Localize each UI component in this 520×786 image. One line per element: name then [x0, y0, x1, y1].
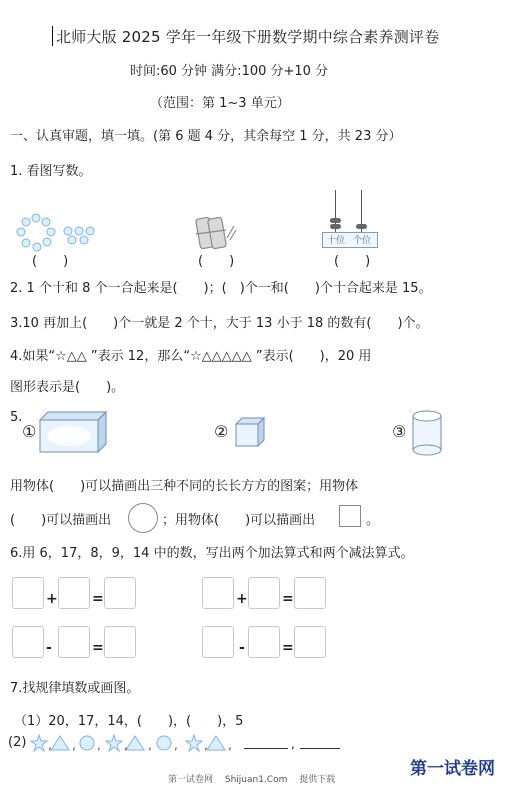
question-5-line-1: 用物体( )可以描画出三种不同的长长方方的图案；用物体	[10, 479, 359, 494]
abacus-tens-label: 十位	[327, 236, 346, 246]
answer-box[interactable]	[294, 626, 326, 658]
q1-blank-3[interactable]: ( )	[334, 254, 371, 269]
answer-line-2[interactable]	[300, 748, 340, 749]
question-5-label: 5.	[10, 410, 23, 425]
abacus-base	[322, 232, 378, 248]
marker-1: ①	[22, 422, 37, 441]
star-icon	[106, 735, 122, 751]
exam-time-info: 时间:60 分钟 满分:100 分+10 分	[130, 64, 329, 79]
answer-box[interactable]	[104, 577, 136, 609]
triangle-icon	[207, 736, 225, 750]
marker-3: ③	[392, 422, 407, 441]
answer-box[interactable]	[58, 626, 90, 658]
answer-box[interactable]	[202, 626, 234, 658]
answer-line-1[interactable]	[244, 748, 288, 749]
beads-ring-icon	[16, 214, 56, 254]
minus-sign: -	[46, 640, 52, 656]
question-5-line-2c: 。	[366, 513, 380, 528]
comma: ,	[291, 737, 295, 751]
circle-shape	[128, 503, 158, 533]
cube-icon	[236, 418, 264, 446]
abacus-ones-label: 个位	[353, 236, 372, 246]
circle-icon	[157, 736, 171, 750]
answer-box[interactable]	[12, 577, 44, 609]
marker-2: ②	[214, 422, 229, 441]
exam-title: 北师大版 2025 学年一年级下册数学期中综合素养测评卷	[56, 28, 440, 46]
triangle-icon	[126, 736, 144, 750]
svg-text:,: ,	[204, 738, 208, 752]
equals-sign: =	[92, 591, 104, 607]
text-cursor	[52, 26, 53, 46]
question-3: 3.10 再加上( )个一就是 2 个十，大于 13 小于 18 的数有( )个。	[10, 316, 429, 331]
triangle-icon	[51, 736, 69, 750]
question-5-line-2a: ( )可以描画出	[10, 513, 112, 528]
plus-sign: +	[236, 591, 248, 607]
svg-text:,: ,	[174, 738, 178, 752]
abacus-bead	[330, 224, 341, 229]
square-shape	[339, 505, 361, 527]
box-cuboid-icon	[40, 412, 106, 454]
section-heading: 一、认真审题，填一填。(第 6 题 4 分，其余每空 1 分，共 23 分）	[10, 129, 402, 144]
beads-loose-icon	[62, 226, 102, 244]
svg-text:,: ,	[97, 738, 101, 752]
answer-box[interactable]	[248, 626, 280, 658]
answer-box[interactable]	[104, 626, 136, 658]
question-7-sub-2-label: (2)	[8, 735, 27, 750]
svg-text:,: ,	[124, 738, 128, 752]
answer-box[interactable]	[58, 577, 90, 609]
question-4-line-1: 4.如果“☆△△ ”表示 12，那么“☆△△△△△ ”表示( )，20 用	[10, 349, 372, 364]
star-icon	[186, 735, 202, 751]
plus-sign: +	[46, 591, 58, 607]
question-7-sub-1: （1）20，17，14，( )，( )，5	[14, 714, 244, 729]
answer-box[interactable]	[294, 577, 326, 609]
svg-text:,: ,	[228, 738, 232, 752]
minus-sign: -	[239, 640, 245, 656]
equals-sign: =	[282, 640, 294, 656]
question-1-label: 1. 看图写数。	[10, 164, 92, 179]
abacus-bead	[330, 218, 341, 223]
question-7-label: 7.找规律填数或画图。	[10, 681, 140, 696]
answer-box[interactable]	[12, 626, 44, 658]
svg-text:,: ,	[148, 738, 152, 752]
cylinder-icon	[412, 410, 442, 456]
question-2: 2. 1 个十和 8 个一合起来是( )；( )个一和( )个十合起来是 15。	[10, 281, 432, 296]
answer-box[interactable]	[202, 577, 234, 609]
abacus-bead	[356, 224, 367, 229]
equals-sign: =	[282, 591, 294, 607]
q1-blank-1[interactable]: ( )	[32, 254, 69, 269]
question-5-line-2b: ；用物体( )可以描画出	[162, 513, 316, 528]
answer-box[interactable]	[248, 577, 280, 609]
equals-sign: =	[92, 640, 104, 656]
svg-text:,: ,	[72, 738, 76, 752]
pattern-sequence	[30, 734, 250, 752]
footer-source: 第一试卷网 Shijuan1.Com 提供下载	[168, 775, 336, 785]
q1-blank-2[interactable]: ( )	[198, 254, 235, 269]
question-4-line-2: 图形表示是( )。	[10, 380, 125, 395]
stick-bundles-icon	[194, 214, 236, 254]
question-6: 6.用 6，17，8，9，14 中的数，写出两个加法算式和两个减法算式。	[10, 546, 414, 561]
exam-scope: （范围：第 1~3 单元）	[150, 96, 290, 111]
star-icon	[31, 735, 47, 751]
brand-logo-text: 第一试卷网	[410, 759, 495, 779]
svg-text:,: ,	[48, 738, 52, 752]
circle-icon	[80, 736, 94, 750]
